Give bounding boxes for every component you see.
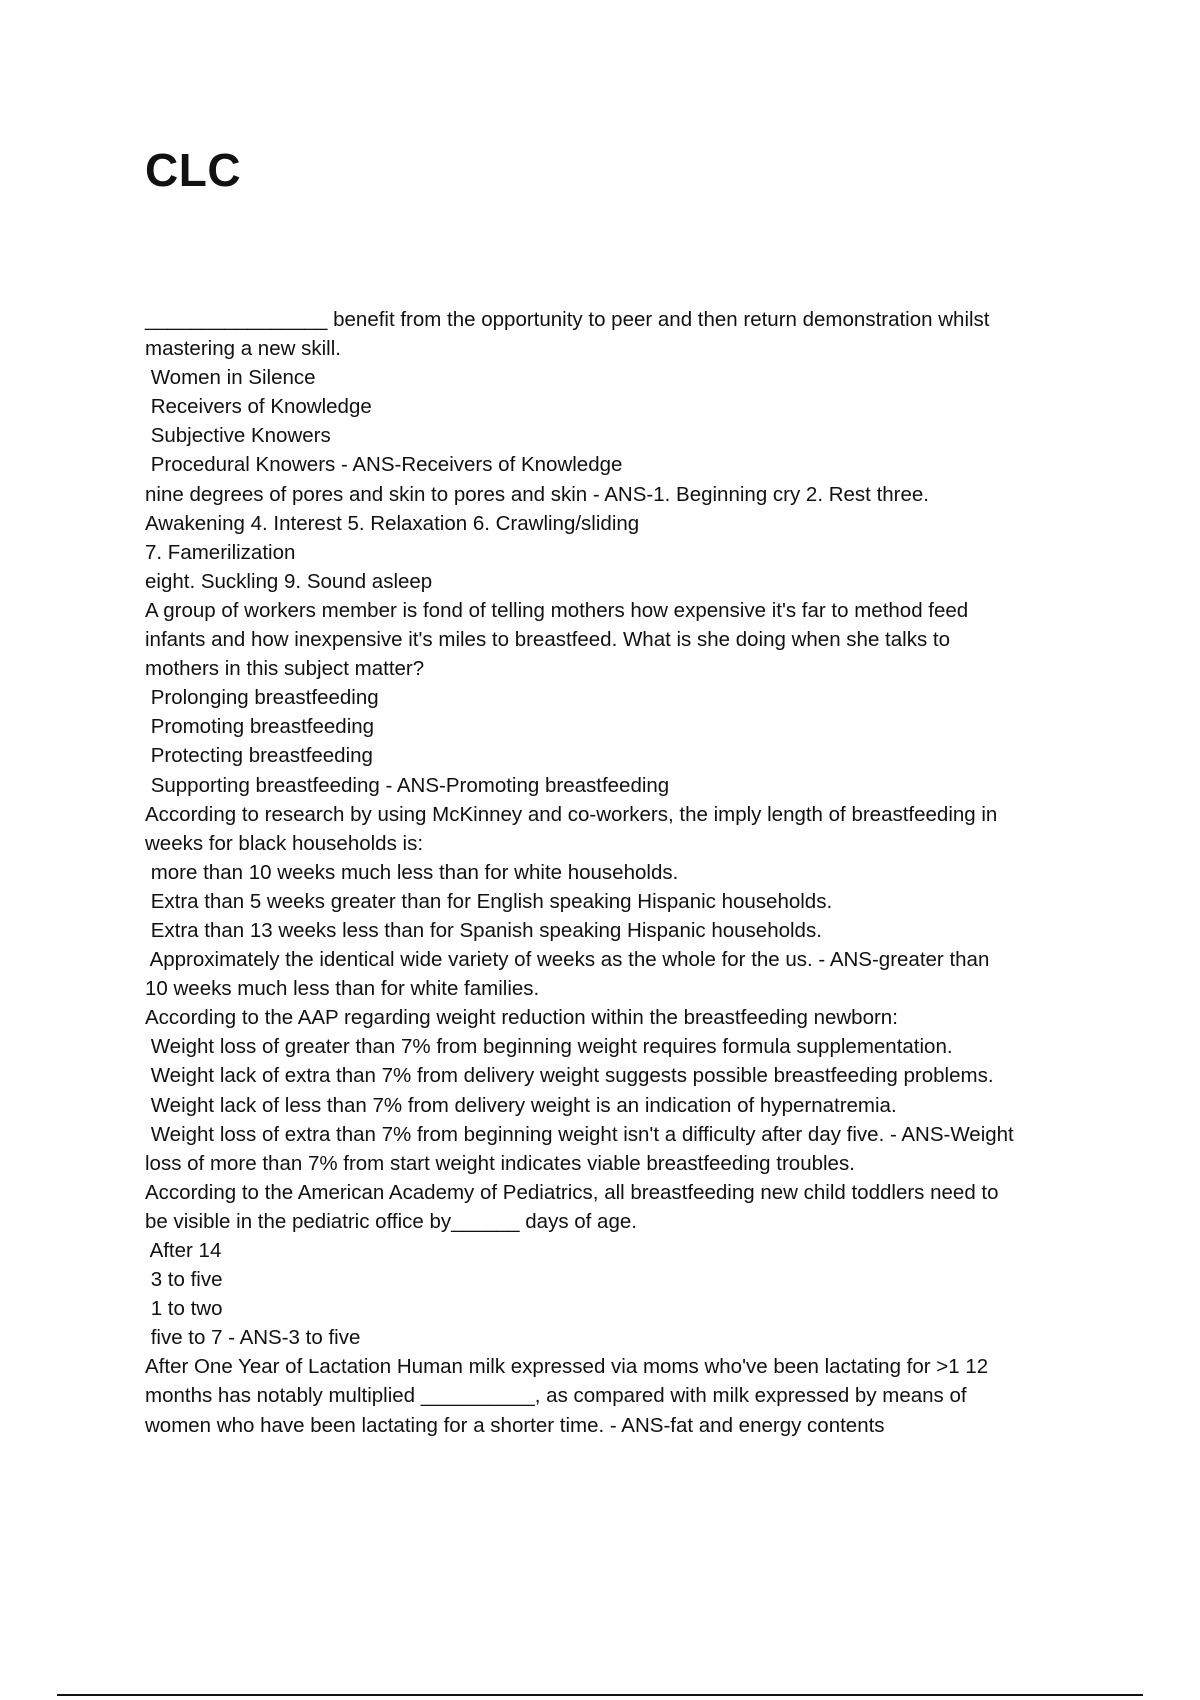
document-body bbox=[145, 305, 1095, 1440]
text-line: 7. Famerilization bbox=[145, 540, 296, 564]
text-line: nine degrees of pores and skin to pores and skin - ANS-1. Beginning cry 2. Rest three. bbox=[145, 482, 929, 506]
text-line: Approximately the identical wide variety of weeks as the whole for the us. - ANS-greater than bbox=[145, 948, 990, 972]
text-line: infants and how inexpensive it's miles to breastfeed. What is she doing when she talks to bbox=[145, 628, 950, 652]
text-line: weeks for black households is: bbox=[145, 831, 424, 855]
text-line: According to research by using McKinney and co-workers, the imply length of breastfeeding in bbox=[145, 802, 998, 826]
text-line: Promoting breastfeeding bbox=[145, 715, 375, 739]
text-line: Women in Silence bbox=[145, 366, 316, 390]
text-line: Receivers of Knowledge bbox=[145, 395, 372, 419]
text-line: be visible in the pediatric office by______ days of age. bbox=[145, 1209, 637, 1233]
text-line: Prolonging breastfeeding bbox=[145, 686, 379, 710]
text-line: eight. Suckling 9. Sound asleep bbox=[145, 569, 433, 593]
text-line: Weight loss of extra than 7% from beginning weight isn't a difficulty after day five. - ANS-Weight bbox=[145, 1122, 1014, 1146]
text-line: Supporting breastfeeding - ANS-Promoting breastfeeding bbox=[145, 773, 670, 797]
page-bottom-rule bbox=[57, 1694, 1143, 1696]
text-line: After One Year of Lactation Human milk expressed via moms who've been lactating for >1 12 bbox=[145, 1355, 989, 1379]
text-line: Subjective Knowers bbox=[145, 424, 331, 448]
text-line: loss of more than 7% from start weight indicates viable breastfeeding troubles. bbox=[145, 1151, 855, 1175]
text-line: 3 to five bbox=[145, 1268, 223, 1292]
text-line: Weight lack of extra than 7% from delivery weight suggests possible breastfeeding problems. bbox=[145, 1064, 994, 1088]
text-line: Extra than 5 weeks greater than for English speaking Hispanic households. bbox=[145, 889, 833, 913]
text-line: mothers in this subject matter? bbox=[145, 657, 425, 681]
text-line: five to 7 - ANS-3 to five bbox=[145, 1326, 361, 1350]
text-line: ________________ benefit from the opportunity to peer and then return demonstration whilst bbox=[145, 308, 990, 331]
page-title: CLC bbox=[145, 144, 242, 196]
text-line: After 14 bbox=[145, 1239, 222, 1262]
text-line: 1 to two bbox=[145, 1297, 223, 1321]
text-line: more than 10 weeks much less than for white households. bbox=[145, 860, 679, 884]
text-line: 10 weeks much less than for white families. bbox=[145, 977, 540, 1001]
text-line: Protecting breastfeeding bbox=[145, 744, 373, 768]
text-line: women who have been lactating for a shorter time. - ANS-fat and energy contents bbox=[145, 1413, 885, 1437]
text-line: Awakening 4. Interest 5. Relaxation 6. Crawling/sliding bbox=[145, 511, 640, 535]
text-line: Extra than 13 weeks less than for Spanish speaking Hispanic households. bbox=[145, 918, 822, 942]
text-line: According to the AAP regarding weight reduction within the breastfeeding newborn: bbox=[145, 1006, 898, 1030]
text-line: A group of workers member is fond of telling mothers how expensive it's far to method feed bbox=[145, 598, 969, 622]
text-line: Weight lack of less than 7% from delivery weight is an indication of hypernatremia. bbox=[145, 1093, 897, 1117]
text-line: mastering a new skill. bbox=[145, 337, 341, 361]
text-line: Weight loss of greater than 7% from beginning weight requires formula supplementation. bbox=[145, 1035, 953, 1059]
text-line: According to the American Academy of Pediatrics, all breastfeeding new child toddlers need to bbox=[145, 1180, 999, 1204]
text-line: Procedural Knowers - ANS-Receivers of Knowledge bbox=[145, 453, 623, 477]
text-line: months has notably multiplied __________, as compared with milk expressed by means of bbox=[145, 1384, 967, 1408]
